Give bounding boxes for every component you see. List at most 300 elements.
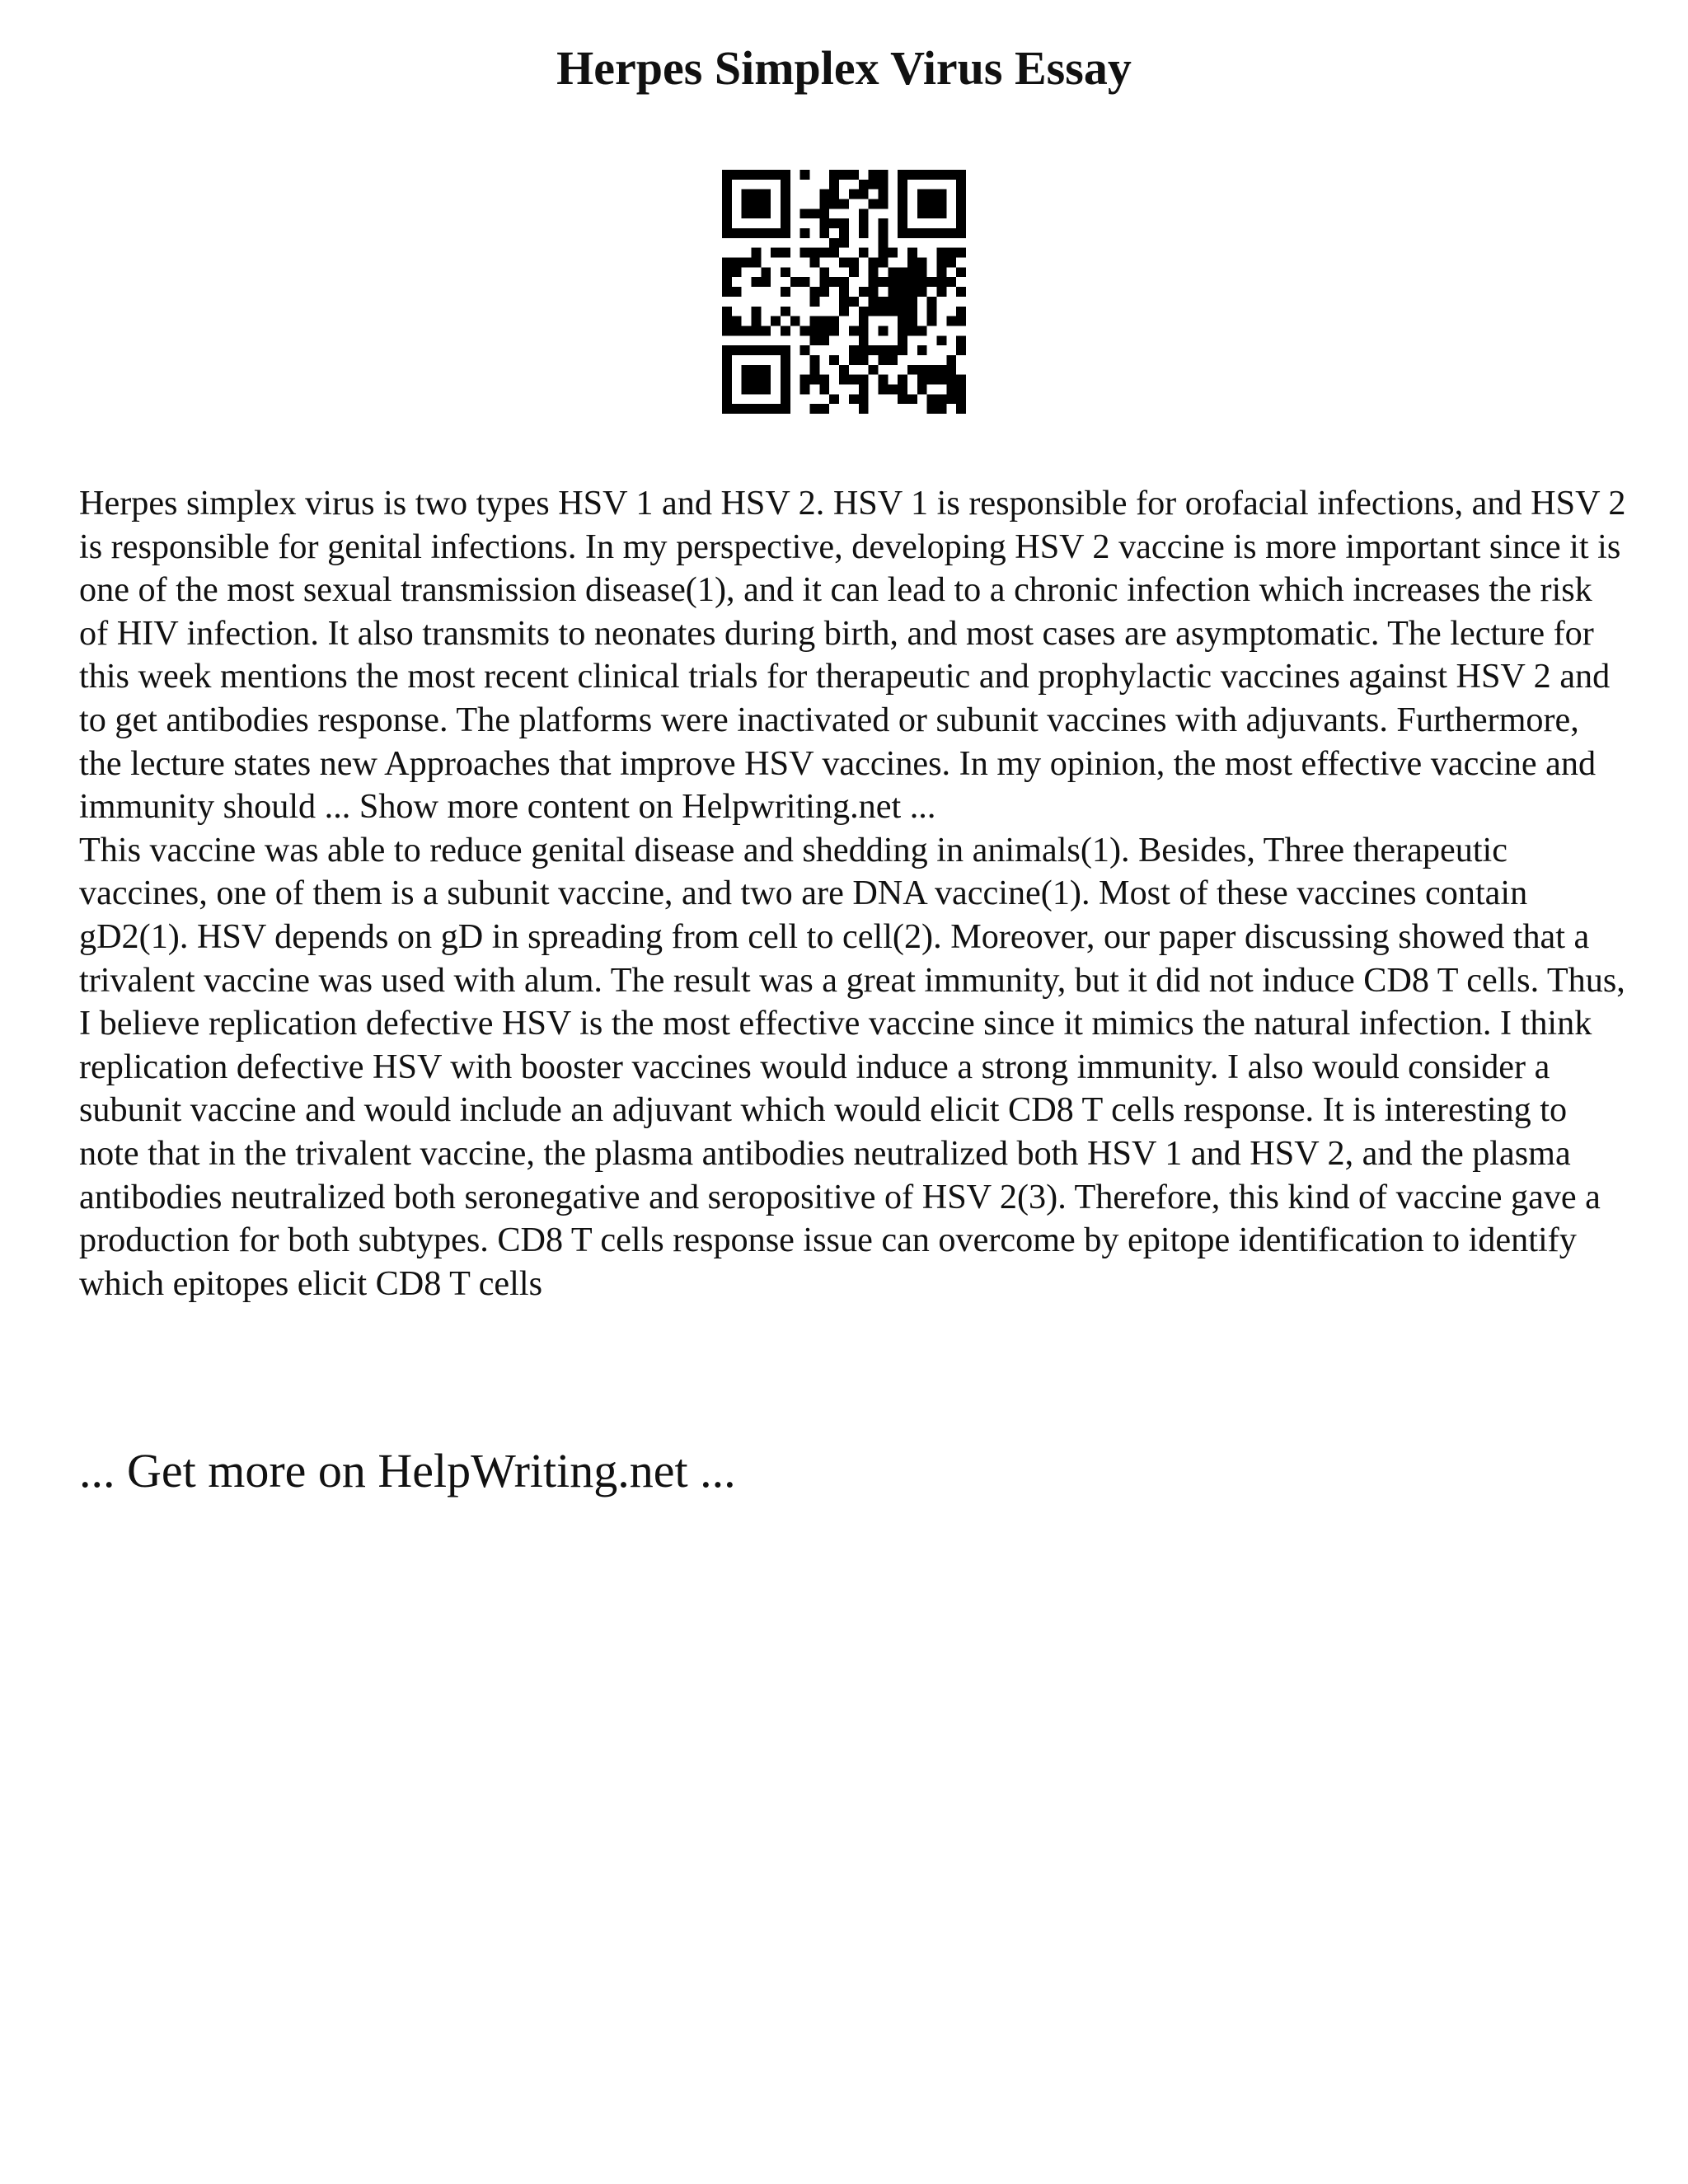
qr-module: [722, 384, 732, 394]
qr-module: [859, 355, 869, 365]
qr-module: [869, 277, 879, 287]
qr-module: [869, 267, 879, 277]
qr-module: [810, 248, 820, 258]
qr-module: [849, 326, 859, 335]
qr-module: [800, 384, 810, 394]
qr-module: [859, 326, 869, 335]
qr-module: [898, 297, 907, 307]
qr-module: [722, 209, 732, 218]
essay-paragraph-2: This vaccine was able to reduce genital disease and shedding in animals(1). Besides, Three therapeutic vaccines, one of them is a subunit vaccine, and two are DNA vaccine(1). Most of these vaccines contain gD2(1). HSV depends on gD in spreading from cell to cell(2). Moreover, our paper discussing showed that a trivalent vaccine was used with alum. The result was a great immunity, but it did not induce CD8 T cells. Thus, I believe replication defective HSV is the most effective vaccine since it mimics the natural infection. I think replication defective HSV with booster vaccines would induce a strong immunity. I also would consider a subunit vaccine and would include an adjuvant which would elicit CD8 T cells response. It is interesting to note that in the trivalent vaccine, the plasma antibodies neutralized both HSV 1 and HSV 2, and the plasma antibodies neutralized both seronegative and seropositive of HSV 2(3). Therefore, this kind of vaccine gave a production for both subtypes. CD8 T cells response issue can overcome by epitope identification to identify which epitopes elicit CD8 T cells: [79, 830, 1625, 1303]
qr-module: [819, 190, 829, 199]
qr-module: [722, 345, 732, 355]
qr-module: [907, 307, 917, 316]
qr-module: [761, 228, 771, 238]
qr-module: [936, 404, 946, 414]
qr-module: [761, 345, 771, 355]
qr-module: [936, 170, 946, 180]
qr-module: [781, 267, 790, 277]
qr-module: [829, 355, 839, 365]
qr-module: [781, 326, 790, 335]
qr-module: [781, 394, 790, 404]
qr-module: [761, 170, 771, 180]
qr-module: [888, 267, 898, 277]
qr-module: [781, 248, 790, 258]
qr-code-icon[interactable]: [722, 170, 966, 414]
qr-module: [839, 238, 849, 248]
qr-module: [927, 228, 937, 238]
qr-module: [781, 170, 790, 180]
essay-body: [79, 482, 1629, 1305]
document-title: Herpes Simplex Virus Essay: [556, 41, 1132, 95]
qr-module: [790, 316, 800, 326]
qr-module: [898, 209, 907, 218]
qr-module: [869, 258, 879, 268]
qr-module: [839, 365, 849, 375]
qr-module: [810, 287, 820, 297]
qr-module: [936, 190, 946, 199]
qr-module: [781, 228, 790, 238]
qr-module: [927, 307, 937, 316]
qr-module: [936, 394, 946, 404]
qr-module: [761, 326, 771, 335]
qr-module: [761, 384, 771, 394]
qr-module: [849, 394, 859, 404]
qr-module: [752, 228, 762, 238]
qr-module: [829, 180, 839, 190]
qr-module: [742, 384, 752, 394]
qr-module: [810, 297, 820, 307]
qr-module: [839, 277, 849, 287]
qr-module: [829, 316, 839, 326]
qr-module: [752, 307, 762, 316]
qr-module: [946, 355, 956, 365]
qr-module: [810, 335, 820, 345]
qr-module: [859, 394, 869, 404]
qr-module: [849, 170, 859, 180]
qr-module: [722, 258, 732, 268]
qr-module: [956, 307, 966, 316]
qr-module: [869, 180, 879, 190]
qr-module: [810, 355, 820, 365]
qr-module: [761, 365, 771, 375]
qr-module: [849, 345, 859, 355]
qr-module: [859, 180, 869, 190]
qr-module: [810, 258, 820, 268]
qr-module: [810, 375, 820, 385]
qr-module: [800, 248, 810, 258]
qr-module: [819, 335, 829, 345]
qr-module: [907, 248, 917, 258]
qr-module: [722, 307, 732, 316]
qr-module: [742, 375, 752, 385]
qr-module: [859, 316, 869, 326]
qr-module: [849, 355, 859, 365]
qr-module: [869, 287, 879, 297]
qr-module: [917, 199, 927, 209]
qr-module: [800, 345, 810, 355]
qr-module: [829, 277, 839, 287]
qr-module: [907, 326, 917, 335]
qr-module: [956, 384, 966, 394]
qr-module: [878, 277, 888, 287]
qr-module: [829, 199, 839, 209]
qr-module: [956, 199, 966, 209]
qr-module: [810, 326, 820, 335]
qr-module: [888, 287, 898, 297]
qr-module: [936, 199, 946, 209]
qr-module: [917, 190, 927, 199]
qr-module: [859, 218, 869, 228]
qr-module: [878, 218, 888, 228]
qr-module: [752, 277, 762, 287]
qr-module: [810, 209, 820, 218]
qr-module: [752, 170, 762, 180]
qr-module: [839, 307, 849, 316]
qr-module: [898, 326, 907, 335]
qr-module: [878, 199, 888, 209]
qr-module: [927, 170, 937, 180]
qr-module: [781, 287, 790, 297]
qr-module: [956, 316, 966, 326]
qr-module: [752, 248, 762, 258]
qr-module: [907, 287, 917, 297]
qr-module: [956, 345, 966, 355]
qr-module: [839, 258, 849, 268]
qr-module: [849, 375, 859, 385]
qr-module: [742, 326, 752, 335]
qr-module: [956, 228, 966, 238]
qr-module: [732, 228, 742, 238]
qr-module: [927, 316, 937, 326]
qr-module: [946, 170, 956, 180]
qr-module: [800, 228, 810, 238]
qr-module: [869, 199, 879, 209]
qr-module: [907, 394, 917, 404]
qr-module: [907, 170, 917, 180]
qr-module: [878, 326, 888, 335]
qr-module: [898, 394, 907, 404]
qr-module: [888, 307, 898, 316]
qr-module: [771, 248, 781, 258]
qr-module: [839, 375, 849, 385]
qr-module: [946, 384, 956, 394]
qr-module: [752, 384, 762, 394]
qr-module: [898, 316, 907, 326]
qr-module: [819, 316, 829, 326]
qr-module: [936, 375, 946, 385]
qr-module: [839, 228, 849, 238]
qr-module: [898, 384, 907, 394]
qr-module: [888, 248, 898, 258]
qr-module: [898, 345, 907, 355]
qr-module: [722, 355, 732, 365]
qr-module: [829, 238, 839, 248]
qr-module: [898, 277, 907, 287]
qr-module: [781, 180, 790, 190]
qr-module: [869, 365, 879, 375]
qr-module: [742, 404, 752, 414]
qr-module: [732, 287, 742, 297]
qr-module: [752, 404, 762, 414]
qr-module: [781, 209, 790, 218]
qr-module: [722, 190, 732, 199]
qr-module: [781, 404, 790, 414]
qr-module: [752, 258, 762, 268]
qr-module: [917, 267, 927, 277]
qr-module: [859, 287, 869, 297]
qr-module: [839, 287, 849, 297]
qr-module: [781, 218, 790, 228]
qr-module: [927, 190, 937, 199]
qr-module: [946, 248, 956, 258]
qr-module: [839, 170, 849, 180]
qr-module: [907, 267, 917, 277]
qr-module: [761, 209, 771, 218]
qr-module: [878, 307, 888, 316]
qr-module: [946, 277, 956, 287]
qr-module: [742, 199, 752, 209]
qr-module: [859, 307, 869, 316]
qr-module: [859, 248, 869, 258]
qr-module: [781, 345, 790, 355]
qr-module: [819, 209, 829, 218]
qr-module: [946, 375, 956, 385]
qr-module: [839, 218, 849, 228]
qr-module: [898, 307, 907, 316]
qr-module: [752, 365, 762, 375]
qr-module: [956, 375, 966, 385]
qr-module: [742, 345, 752, 355]
qr-module: [761, 190, 771, 199]
qr-module: [722, 394, 732, 404]
qr-module: [732, 345, 742, 355]
qr-module: [878, 190, 888, 199]
qr-module: [888, 345, 898, 355]
qr-module: [946, 365, 956, 375]
qr-module: [907, 258, 917, 268]
qr-module: [752, 375, 762, 385]
qr-module: [752, 209, 762, 218]
qr-module: [761, 375, 771, 385]
qr-module: [742, 190, 752, 199]
qr-module: [927, 394, 937, 404]
qr-module: [956, 209, 966, 218]
qr-module: [771, 404, 781, 414]
qr-module: [927, 277, 937, 287]
qr-module: [732, 404, 742, 414]
qr-module: [898, 170, 907, 180]
qr-module: [839, 199, 849, 209]
qr-module: [878, 345, 888, 355]
qr-module: [917, 375, 927, 385]
qr-module: [761, 277, 771, 287]
qr-module: [927, 209, 937, 218]
qr-module: [800, 375, 810, 385]
qr-module: [761, 404, 771, 414]
qr-module: [771, 170, 781, 180]
qr-module: [859, 345, 869, 355]
qr-module: [878, 228, 888, 238]
qr-module: [956, 180, 966, 190]
qr-module: [752, 190, 762, 199]
qr-module: [917, 228, 927, 238]
qr-module: [859, 190, 869, 199]
qr-module: [888, 277, 898, 287]
qr-module: [946, 258, 956, 268]
qr-module: [898, 335, 907, 345]
essay-paragraph-1: Herpes simplex virus is two types HSV 1 and HSV 2. HSV 1 is responsible for orofacial infections, and HSV 2 is responsible for genital infections. In my perspective, developing HSV 2 vaccine is more important since it is one of the most sexual transmission disease(1), and it can lead to a chronic infection which increases the risk of HIV infection. It also transmits to neonates during birth, and most cases are asymptomatic. The lecture for this week mentions the most recent clinical trials for therapeutic and prophylactic vaccines against HSV 2 and to get antibodies response. The platforms were inactivated or subunit vaccines with adjuvants. Furthermore, the lecture states new Approaches that improve HSV vaccines. In my opinion, the most effective vaccine and immunity should ... Show more content on Helpwriting.net ...: [79, 484, 1626, 827]
qr-module: [936, 287, 946, 297]
qr-code-graphic: [722, 170, 966, 414]
qr-module: [819, 375, 829, 385]
qr-module: [722, 316, 732, 326]
qr-module: [849, 258, 859, 268]
qr-module: [771, 345, 781, 355]
qr-module: [956, 218, 966, 228]
qr-module: [869, 297, 879, 307]
qr-module: [722, 287, 732, 297]
qr-module: [859, 209, 869, 218]
qr-module: [839, 297, 849, 307]
qr-module: [742, 170, 752, 180]
qr-module: [732, 170, 742, 180]
get-more-link[interactable]: ... Get more on HelpWriting.net ...: [79, 1444, 736, 1497]
qr-module: [819, 228, 829, 238]
qr-module: [956, 394, 966, 404]
qr-module: [898, 190, 907, 199]
qr-module: [936, 267, 946, 277]
qr-module: [936, 228, 946, 238]
qr-module: [800, 170, 810, 180]
qr-module: [800, 209, 810, 218]
qr-module: [800, 277, 810, 287]
qr-module: [878, 238, 888, 248]
qr-module: [888, 384, 898, 394]
qr-module: [907, 365, 917, 375]
qr-module: [917, 345, 927, 355]
qr-module: [781, 199, 790, 209]
qr-module: [956, 248, 966, 258]
qr-module: [781, 355, 790, 365]
qr-module: [722, 277, 732, 287]
qr-module: [898, 228, 907, 238]
qr-module: [946, 316, 956, 326]
qr-module: [946, 394, 956, 404]
qr-module: [810, 365, 820, 375]
qr-module: [898, 287, 907, 297]
qr-module: [869, 345, 879, 355]
qr-module: [917, 209, 927, 218]
qr-module: [917, 258, 927, 268]
qr-module: [888, 297, 898, 307]
qr-module: [829, 326, 839, 335]
qr-module: [859, 228, 869, 238]
qr-module: [936, 277, 946, 287]
qr-module: [732, 267, 742, 277]
qr-module: [878, 180, 888, 190]
qr-module: [898, 267, 907, 277]
qr-module: [742, 365, 752, 375]
qr-module: [859, 384, 869, 394]
qr-module: [898, 375, 907, 385]
qr-module: [956, 287, 966, 297]
qr-module: [917, 365, 927, 375]
qr-module: [810, 316, 820, 326]
qr-module: [800, 326, 810, 335]
qr-module: [722, 218, 732, 228]
qr-module: [752, 316, 762, 326]
qr-module: [771, 316, 781, 326]
qr-module: [722, 180, 732, 190]
qr-module: [907, 277, 917, 287]
qr-module: [722, 199, 732, 209]
qr-module: [781, 365, 790, 375]
qr-module: [849, 190, 859, 199]
qr-module: [917, 277, 927, 287]
qr-module: [936, 365, 946, 375]
qr-module: [917, 287, 927, 297]
qr-module: [742, 228, 752, 238]
qr-module: [781, 190, 790, 199]
qr-module: [917, 384, 927, 394]
qr-module: [790, 277, 800, 287]
qr-module: [829, 394, 839, 404]
qr-module: [936, 258, 946, 268]
qr-module: [917, 326, 927, 335]
qr-module: [878, 384, 888, 394]
qr-module: [936, 248, 946, 258]
qr-module: [849, 267, 859, 277]
qr-module: [956, 267, 966, 277]
qr-module: [752, 199, 762, 209]
qr-module: [819, 199, 829, 209]
qr-module: [898, 180, 907, 190]
qr-module: [781, 384, 790, 394]
qr-module: [732, 326, 742, 335]
qr-module: [819, 267, 829, 277]
qr-module: [752, 326, 762, 335]
qr-module: [761, 267, 771, 277]
qr-module: [781, 307, 790, 316]
qr-module: [829, 170, 839, 180]
qr-module: [878, 248, 888, 258]
qr-module: [936, 209, 946, 218]
qr-module: [781, 375, 790, 385]
qr-module: [956, 170, 966, 180]
qr-module: [722, 326, 732, 335]
qr-module: [869, 170, 879, 180]
qr-module: [907, 297, 917, 307]
qr-module: [819, 248, 829, 258]
qr-module: [722, 228, 732, 238]
qr-module: [819, 277, 829, 287]
qr-module: [732, 316, 742, 326]
qr-module: [859, 375, 869, 385]
qr-module: [819, 384, 829, 394]
qr-module: [732, 258, 742, 268]
qr-module: [722, 375, 732, 385]
qr-module: [907, 228, 917, 238]
qr-module: [819, 326, 829, 335]
qr-module: [819, 218, 829, 228]
qr-module: [829, 218, 839, 228]
qr-module: [761, 199, 771, 209]
qr-module: [849, 297, 859, 307]
qr-module: [898, 218, 907, 228]
qr-module: [829, 190, 839, 199]
qr-module: [878, 297, 888, 307]
qr-module: [936, 335, 946, 345]
